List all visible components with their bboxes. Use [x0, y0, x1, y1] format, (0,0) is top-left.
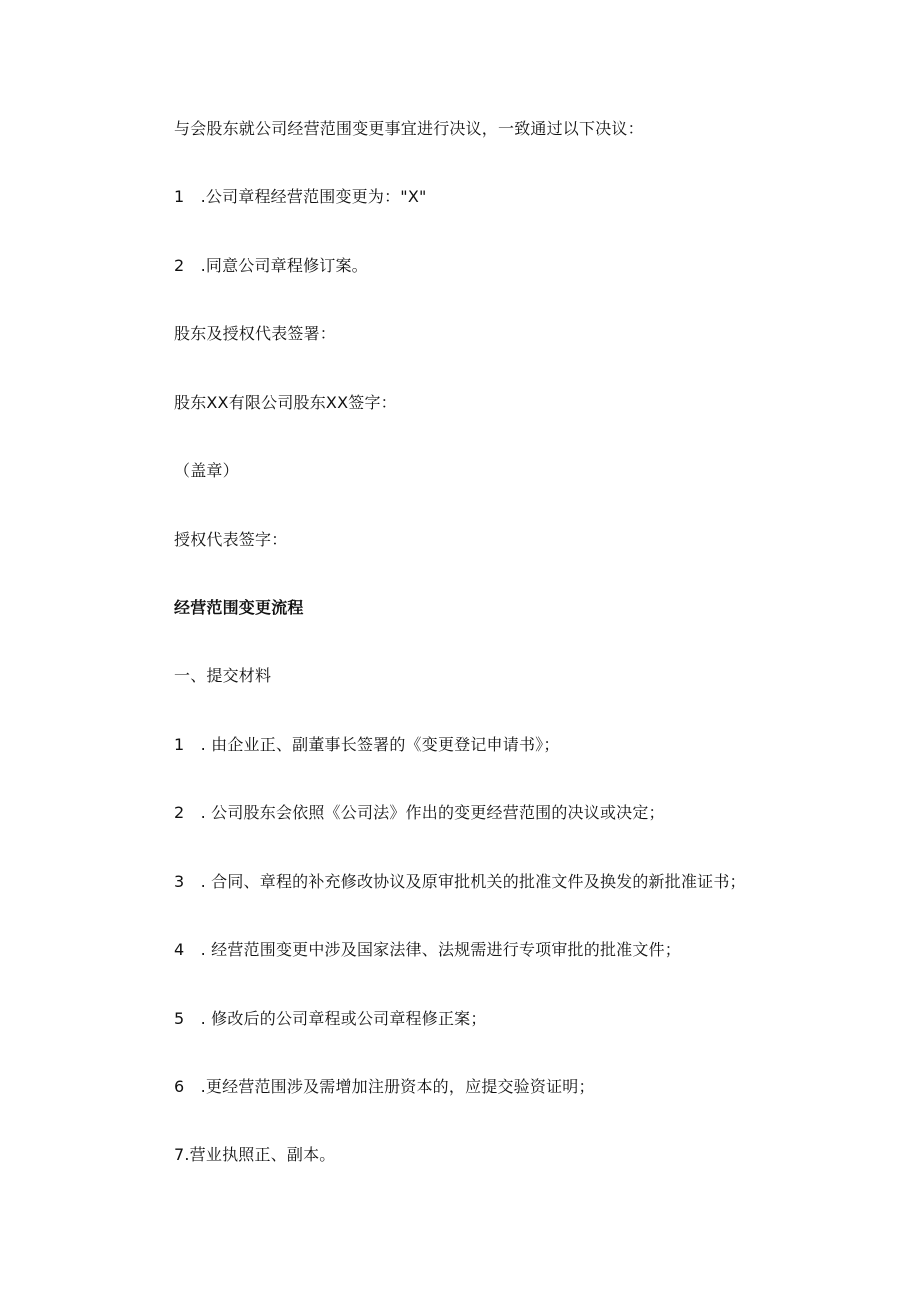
process-title: 经营范围变更流程 [174, 598, 304, 617]
material-item: 5 . 修改后的公司章程或公司章程修正案； [174, 1009, 487, 1028]
signers-label: 股东及授权代表签署： [174, 324, 337, 343]
material-item: 7.营业执照正、副本。 [174, 1145, 336, 1164]
material-item: 1 . 由企业正、副董事长签署的《变更登记申请书》； [174, 735, 560, 754]
material-item: 4 . 经营范围变更中涉及国家法律、法规需进行专项审批的批准文件； [174, 940, 681, 959]
section-heading-submit-materials: 一、提交材料 [174, 666, 272, 685]
resolution-item-1: 1 .公司章程经营范围变更为："X" [174, 187, 427, 206]
resolution-item-2: 2 .同意公司章程修订案。 [174, 256, 368, 275]
material-item: 3 . 合同、章程的补充修改协议及原审批机关的批准文件及换发的新批准证书； [174, 872, 746, 891]
material-item: 2 . 公司股东会依照《公司法》作出的变更经营范围的决议或决定； [174, 803, 665, 822]
material-item: 6 .更经营范围涉及需增加注册资本的，应提交验资证明； [174, 1077, 595, 1096]
shareholder-signature-line: 股东XX有限公司股东XX签字： [174, 393, 397, 412]
resolution-intro: 与会股东就公司经营范围变更事宜进行决议，一致通过以下决议： [174, 119, 644, 138]
representative-signature-line: 授权代表签字： [174, 530, 288, 549]
seal-label: （盖章） [174, 461, 239, 480]
